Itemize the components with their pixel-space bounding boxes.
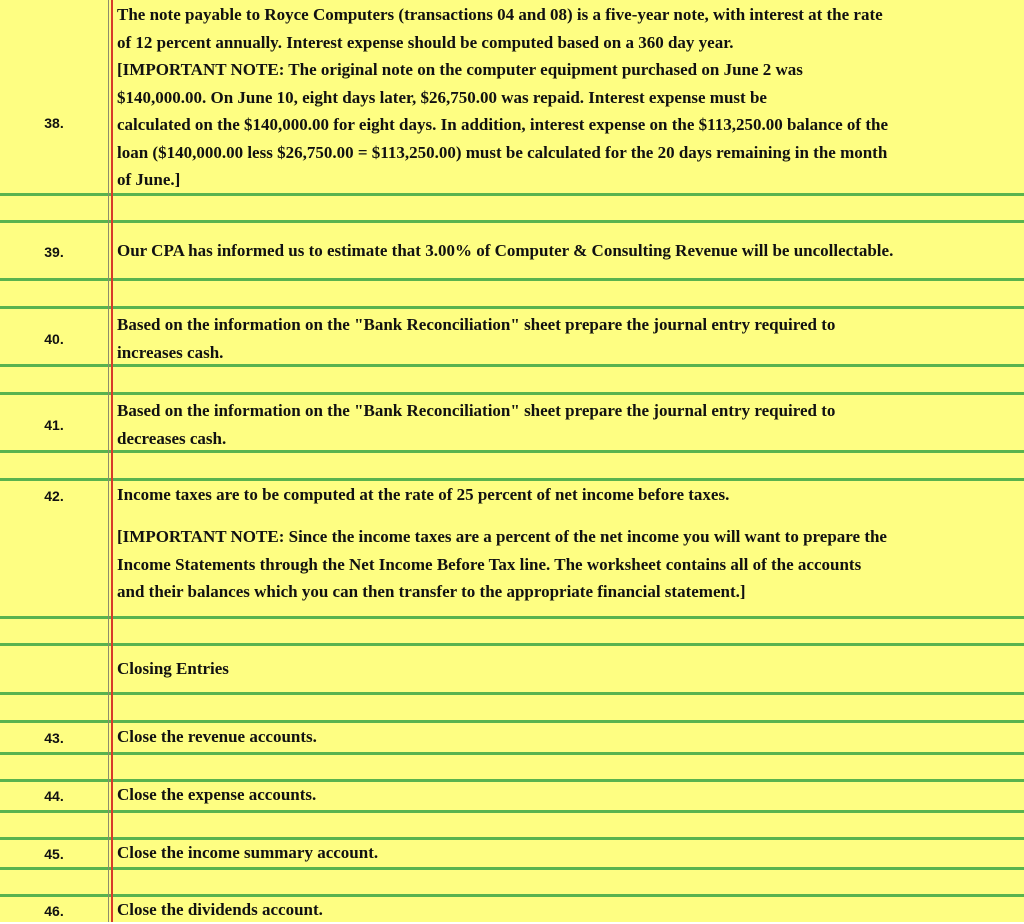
rule-line: [0, 616, 1024, 619]
column-divider: [108, 0, 109, 922]
row-number: 46.: [44, 903, 64, 919]
rule-line: [0, 278, 1024, 281]
rule-line: [0, 867, 1024, 870]
row-number: 38.: [44, 115, 64, 131]
margin-line: [111, 0, 113, 922]
row-number: 42.: [44, 488, 64, 504]
rule-line: [0, 643, 1024, 646]
row-number: 43.: [44, 730, 64, 746]
row-text: Close the income summary account.: [117, 843, 379, 862]
row-number: 44.: [44, 788, 64, 804]
rule-line: [0, 220, 1024, 223]
row-text: Close the dividends account.: [117, 900, 323, 919]
row-text: Our CPA has informed us to estimate that 3.00% of Computer & Consulting Revenue will be uncollectable.: [117, 241, 894, 260]
row-number: 41.: [44, 417, 64, 433]
row-number: 39.: [44, 244, 64, 260]
row-text: Close the expense accounts.: [117, 785, 317, 804]
rule-line: [0, 810, 1024, 813]
rule-line: [0, 752, 1024, 755]
row-text: Based on the information on the "Bank Reconciliation" sheet prepare the journal entry required to increases cash.: [117, 315, 836, 362]
important-note: [IMPORTANT NOTE: Since the income taxes are a percent of the net income you will want to prepare the Income Statements through the Net Income Before Tax line. The worksheet contains all of the accounts and their balances which you can then transfer to the appropriate financial statement.]: [117, 527, 887, 601]
row-text: Close the revenue accounts.: [117, 727, 317, 746]
section-heading: Closing Entries: [117, 659, 229, 678]
row-text: Based on the information on the "Bank Reconciliation" sheet prepare the journal entry required to decreases cash.: [117, 401, 836, 448]
rule-line: [0, 306, 1024, 309]
row-number: 45.: [44, 846, 64, 862]
rule-line: [0, 692, 1024, 695]
row-number: 40.: [44, 331, 64, 347]
rule-line: [0, 392, 1024, 395]
row-text: The note payable to Royce Computers (transactions 04 and 08) is a five-year note, with interest at the rate of 12 percent annually. Interest expense should be computed based on a 360 day year. [IMPORTANT NOTE: The original note on the computer equipment purchased on June 2 was $140,000.00. On June 10, eight days later, $26,750.00 was repaid. Interest expense must be calculated on the $140,000.00 for eight days. In addition, interest expense on the $113,250.00 balance of the loan ($140,000.00 less $26,750.00 = $113,250.00) must be calculated for the 20 days remaining in the month of June.]: [117, 5, 888, 189]
row-text: Income taxes are to be computed at the rate of 25 percent of net income before taxes.: [117, 485, 730, 504]
